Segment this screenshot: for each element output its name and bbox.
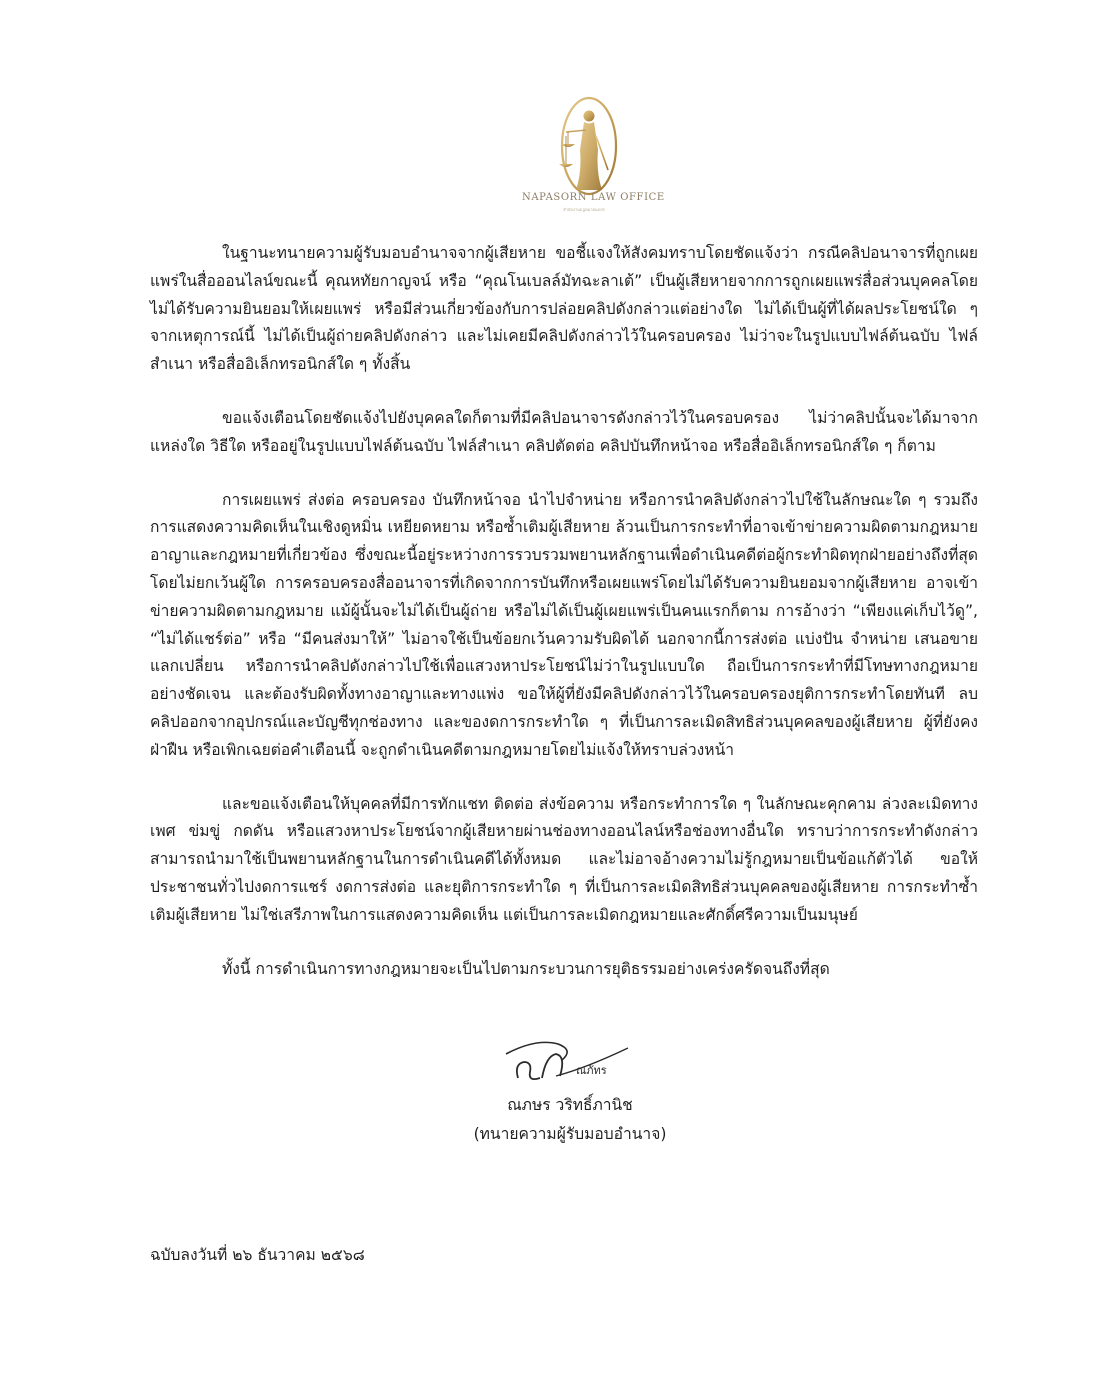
office-name: NAPASORN LAW OFFICE [522,192,665,203]
paragraph-closing: ทั้งนี้ การดำเนินการทางกฎหมายจะเป็นไปตามกระบวนการยุติธรรมอย่างเคร่งครัดจนถึงที่สุด [222,959,830,978]
issue-date: ฉบับลงวันที่ ๒๖ ธันวาคม ๒๕๖๘ [150,1246,365,1264]
office-subname: สำนักงานกฎหมายนภสร [563,207,605,212]
paragraph-harassment-warning: และขอแจ้งเตือนให้บุคคลที่มีการทักแชท ติดต่อ ส่งข้อความ หรือกระทำการใด ๆ ในลักษณะคุกคาม ล่วงละเมิดทางเพศ ข่มขู่ กดดัน หรือแสวงหาประโยชน์จากผู้เสียหายผ่านช่องทางออนไลน์หรือช่องทางอื่นใด ทราบว่าการกระทำดังกล่าวสามารถนำมาใช้เป็นพยานหลักฐานในการดำเนินคดีได้ทั้งหมด และไม่อาจอ้างความไม่รู้กฎหมายเป็นข้อแก้ตัวได้ ขอให้ประชาชนทั่วไปงดการแชร์ งดการส่งต่อ และยุติการกระทำใด ๆ ที่เป็นการละเมิดสิทธิส่วนบุคคลของผู้เสียหาย การกระทำซ้ำเติมผู้เสียหาย ไม่ใช่เสรีภาพในการแสดงความคิดเห็น แต่เป็นการละเมิดกฎหมายและศักดิ์ศรีความเป็นมนุษย์ [150,794,978,924]
signer-title: (ทนายความผู้รับมอบอำนาจ) [473,1125,667,1143]
paragraph-clarification: ในฐานะทนายความผู้รับมอบอำนาจจากผู้เสียหาย ขอชี้แจงให้สังคมทราบโดยชัดแจ้งว่า กรณีคลิปอนาจารที่ถูกเผยแพร่ในสื่อออนไลน์ขณะนี้ คุณหทัยกาญจน์ หรือ “คุณโนเบลล์มัทฉะลาเต้” เป็นผู้เสียหายจากการถูกเผยแพร่สื่อส่วนบุคคลโดยไม่ได้รับความยินยอมให้เผยแพร่ หรือมีส่วนเกี่ยวข้องกับการปล่อยคลิปดังกล่าวแต่อย่างใด ไม่ได้เป็นผู้ที่ได้ผลประโยชน์ใด ๆ จากเหตุการณ์นี้ ไม่ได้เป็นผู้ถ่ายคลิปดังกล่าว และไม่เคยมีคลิปดังกล่าวไว้ในครอบครอง ไม่ว่าจะในรูปแบบไฟล์ต้นฉบับ ไฟล์สำเนา หรือสื่ออิเล็กทรอนิกส์ใด ๆ ทั้งสิ้น [150,244,978,374]
signer-name: ณภษร วริทธิ์ภานิช [507,1096,633,1114]
signature-handwriting: ณภัทร [576,1064,607,1077]
paragraph-warning-holders: ขอแจ้งเตือนโดยชัดแจ้งไปยังบุคคลใดก็ตามที่มีคลิปอนาจารดังกล่าวไว้ในครอบครอง ไม่ว่าคลิปนั้นจะได้มาจากแหล่งใด วิธีใด หรืออยู่ในรูปแบบไฟล์ต้นฉบับ ไฟล์สำเนา คลิปตัดต่อ คลิปบันทึกหน้าจอ หรือสื่ออิเล็กทรอนิกส์ใด ๆ ก็ตาม [150,408,978,455]
handwritten-signature [496,1034,636,1090]
letter-body [150,240,978,983]
paragraph-legal-consequences: การเผยแพร่ ส่งต่อ ครอบครอง บันทึกหน้าจอ นำไปจำหน่าย หรือการนำคลิปดังกล่าวไปใช้ในลักษณะใด ๆ รวมถึงการแสดงความคิดเห็นในเชิงดูหมิ่น เหยียดหยาม หรือซ้ำเติมผู้เสียหาย ล้วนเป็นการกระทำที่อาจเข้าข่ายความผิดตามกฎหมายอาญาและกฎหมายที่เกี่ยวข้อง ซึ่งขณะนี้อยู่ระหว่างการรวบรวมพยานหลักฐานเพื่อดำเนินคดีต่อผู้กระทำผิดทุกฝ่ายอย่างถึงที่สุด โดยไม่ยกเว้นผู้ใด การครอบครองสื่ออนาจารที่เกิดจากการบันทึกหรือเผยแพร่โดยไม่ได้รับความยินยอมจากผู้เสียหาย อาจเข้าข่ายความผิดตามกฎหมาย แม้ผู้นั้นจะไม่ได้เป็นผู้ถ่าย หรือไม่ได้เป็นผู้เผยแพร่เป็นคนแรกก็ตาม การอ้างว่า “เพียงแค่เก็บไว้ดู”, “ไม่ได้แชร์ต่อ” หรือ “มีคนส่งมาให้” ไม่อาจใช้เป็นข้อยกเว้นความรับผิดได้ นอกจากนี้การส่งต่อ แบ่งปัน จำหน่าย เสนอขาย แลกเปลี่ยน หรือการนำคลิปดังกล่าวไปใช้เพื่อแสวงหาประโยชน์ไม่ว่าในรูปแบบใด ถือเป็นการกระทำที่มีโทษทางกฎหมายอย่างชัดเจน และต้องรับผิดทั้งทางอาญาและทางแพ่ง ขอให้ผู้ที่ยังมีคลิปดังกล่าวไว้ในครอบครองยุติการกระทำโดยทันที ลบคลิปออกจากอุปกรณ์และบัญชีทุกช่องทาง และของดการกระทำใด ๆ ที่เป็นการละเมิดสิทธิส่วนบุคคลของผู้เสียหาย ผู้ที่ยังคงฝ่าฝืน หรือเพิกเฉยต่อคำเตือนนี้ จะถูกดำเนินคดีตามกฎหมายโดยไม่แจ้งให้ทราบล่วงหน้า [150,490,978,759]
